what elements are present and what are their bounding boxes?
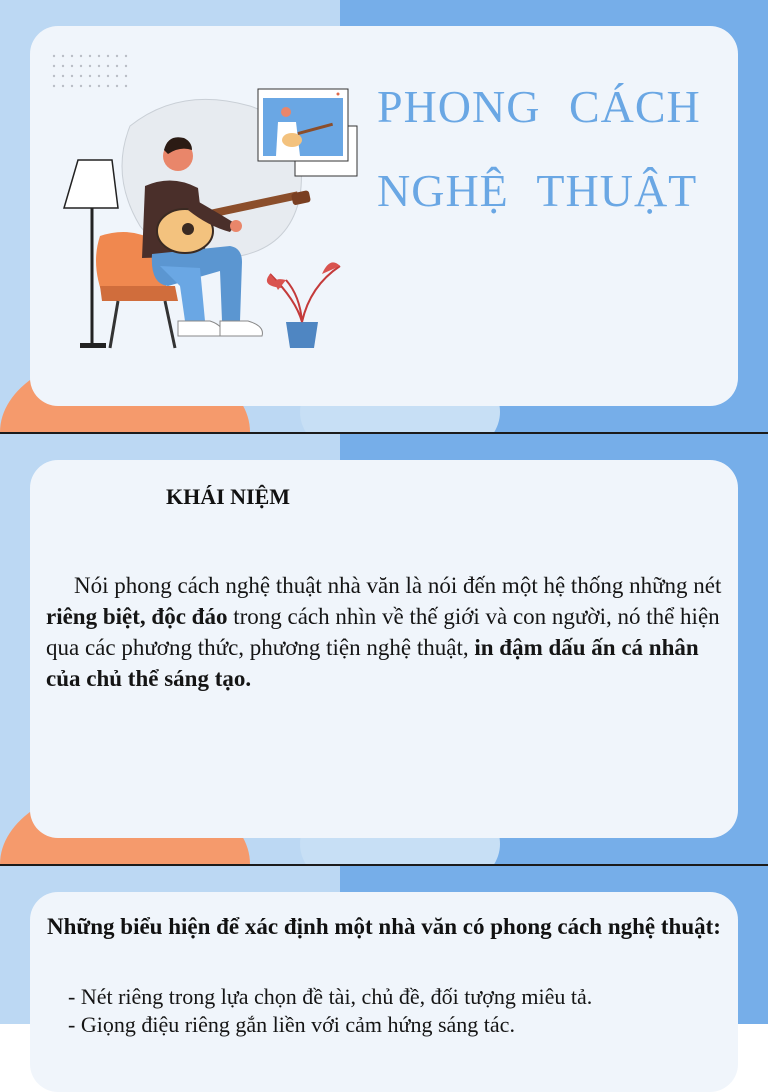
- slide-title-line-2: NGHỆ THUẬT: [377, 165, 698, 216]
- concept-paragraph: [46, 570, 736, 694]
- slide-2: [0, 434, 768, 864]
- expressions-heading: Những biểu hiện để xác định một nhà văn có phong cách nghệ thuật:: [47, 914, 721, 939]
- paragraph-text: Nói phong cách nghệ thuật nhà văn là nói đến một hệ thống những nét: [74, 573, 722, 598]
- slide-title-line-1: PHONG CÁCH: [377, 81, 701, 132]
- list-item: - Nét riêng trong lựa chọn đề tài, chủ đề, đối tượng miêu tả.: [68, 984, 593, 1009]
- slide-1: [0, 0, 768, 432]
- paragraph-text: trong cách nhìn về thế giới và con người, nó thể hiện qua các phương thức, phương tiện nghệ thuật,: [46, 604, 720, 660]
- paragraph-bold-text: in đậm dấu ấn cá nhân của chủ thể sáng tạo.: [46, 635, 699, 691]
- guitar-player-illustration: [60, 86, 370, 356]
- paragraph-bold-text: riêng biệt, độc đáo: [46, 604, 228, 629]
- concept-heading: KHÁI NIỆM: [166, 484, 291, 509]
- slide-3: [0, 866, 768, 1037]
- list-item: - Giọng điệu riêng gắn liền với cảm hứng sáng tác.: [68, 1012, 515, 1037]
- potted-plant-icon: [267, 262, 340, 348]
